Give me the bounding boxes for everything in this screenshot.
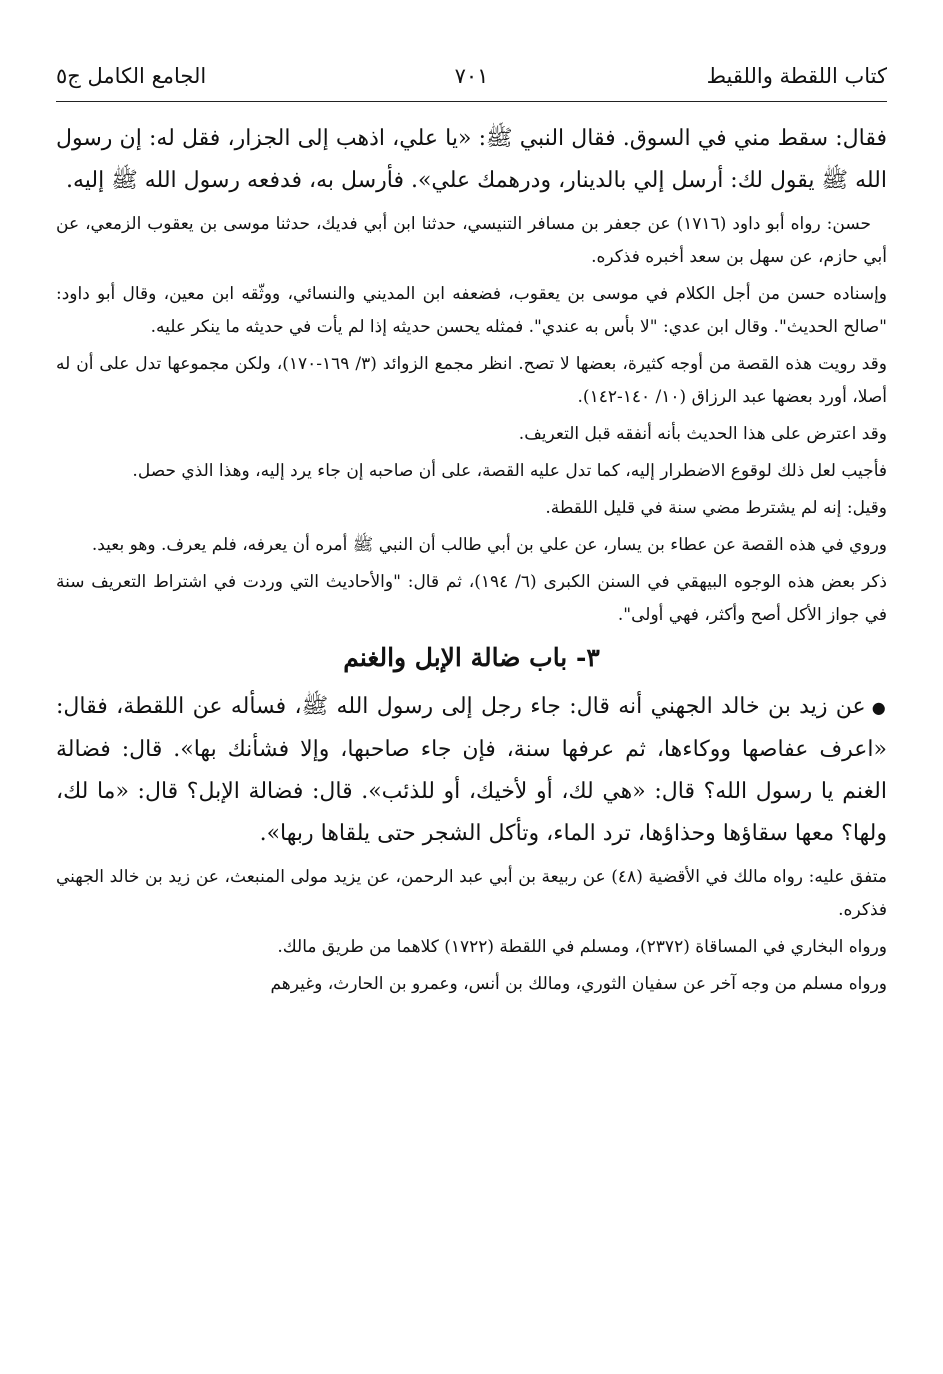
chapter-heading: ٣- باب ضالة الإبل والغنم xyxy=(343,643,600,672)
commentary-paragraph: فأجيب لعل ذلك لوقوع الاضطرار إليه، كما تدل عليه القصة، على أن صاحبه إن جاء يرد إليه، وهذا الذي حصل. xyxy=(132,461,887,481)
page-header xyxy=(56,56,887,96)
commentary-paragraph: وقيل: إنه لم يشترط مضي سنة في قليل اللقطة. xyxy=(545,498,887,518)
hadith-paragraph xyxy=(56,686,887,855)
header-volume-title: الجامع الكامل ج٥ xyxy=(56,64,207,88)
header-book-title: كتاب اللقطة واللقيط xyxy=(706,64,887,88)
commentary-paragraph: متفق عليه: رواه مالك في الأقضية (٤٨) عن ربيعة بن أبي عبد الرحمن، عن يزيد مولى المنبعث، عن زيد بن خالد الجهني فذكره. xyxy=(56,867,887,920)
commentary-paragraph: ورواه البخاري في المساقاة (٢٣٧٢)، ومسلم في اللقطة (١٧٢٢) كلاهما من طريق مالك. xyxy=(277,937,887,957)
page-number: ٧٠١ xyxy=(454,64,489,88)
header-rule xyxy=(56,101,887,102)
commentary-paragraph: وقد اعترض على هذا الحديث بأنه أنفقه قبل التعريف. xyxy=(518,424,887,444)
commentary-paragraph: وروي في هذه القصة عن عطاء بن يسار، عن علي بن أبي طالب أن النبي ﷺ أمره أن يعرفه، فلم يعرف. وهو بعيد. xyxy=(91,535,887,555)
commentary-paragraph: وقد رويت هذه القصة من أوجه كثيرة، بعضها لا تصح. انظر مجمع الزوائد (٣/ ١٦٩-١٧٠)، ولكن مجموعها تدل على أن له أصلا، أورد بعضها عبد الرزاق (١٠/ ١٤٠-١٤٢). xyxy=(56,354,887,407)
commentary-paragraph: ذكر بعض هذه الوجوه البيهقي في السنن الكبرى (٦/ ١٩٤)، ثم قال: "والأحاديث التي وردت في اشتراط التعريف سنة في جواز الأكل أصح وأكثر، فهي أولى". xyxy=(56,572,887,625)
commentary-paragraph: حسن: رواه أبو داود (١٧١٦) عن جعفر بن مسافر التنيسي، حدثنا ابن أبي فديك، حدثنا موسى بن يعقوب الزمعي، عن أبي حازم، عن سهل بن سعد أخبره فذكره. xyxy=(56,214,887,267)
hadith-text: عن زيد بن خالد الجهني أنه قال: جاء رجل إلى رسول الله ﷺ، فسأله عن اللقطة، فقال: «اعرف عفاصها ووكاءها، ثم عرفها سنة، فإن جاء صاحبها، وإلا فشأنك بها». قال: فضالة الغنم يا رسول الله؟ قال: «هي لك، أو لأخيك، أو للذئب». قال: فضالة الإبل؟ قال: «ما لك، ولها؟ معها سقاؤها وحذاؤها، ترد الماء، وتأكل الشجر حتى يلقاها ربها». xyxy=(56,694,887,846)
page-body xyxy=(56,118,887,1005)
commentary-paragraph: ورواه مسلم من وجه آخر عن سفيان الثوري، ومالك بن أنس، وعمرو بن الحارث، وغيرهم xyxy=(270,974,887,994)
commentary-paragraph: وإسناده حسن من أجل الكلام في موسى بن يعقوب، فضعفه ابن المديني والنسائي، ووثّقه ابن معين، وقال أبو داود: "صالح الحديث". وقال ابن عدي: "لا بأس به عندي". فمثله يحسن حديثه إذا لم يأت في حديثه ما ينكر عليه. xyxy=(56,284,887,337)
hadith-paragraph: فقال: سقط مني في السوق. فقال النبي ﷺ: «يا علي، اذهب إلى الجزار، فقل له: إن رسول الله ﷺ يقول لك: أرسل إلي بالدينار، ودرهمك علي». فأرسل به، فدفعه رسول الله ﷺ إليه. xyxy=(56,126,887,193)
bullet-marker: ● xyxy=(871,698,887,717)
